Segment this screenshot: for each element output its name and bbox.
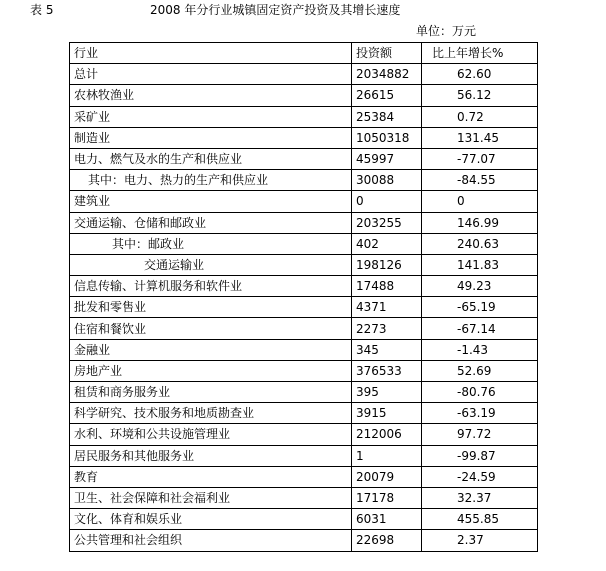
table-row: [70, 148, 538, 169]
growth-value: -67.14: [422, 318, 538, 339]
investment-value: 22698: [352, 530, 422, 551]
growth-value: 0.72: [422, 106, 538, 127]
industry-name: 居民服务和其他服务业: [70, 445, 352, 466]
industry-name: 卫生、社会保障和社会福利业: [70, 487, 352, 508]
table-row: [70, 64, 538, 85]
industry-name: 电力、燃气及水的生产和供应业: [70, 148, 352, 169]
investment-value: 26615: [352, 85, 422, 106]
investment-value: 20079: [352, 466, 422, 487]
table-row: [70, 424, 538, 445]
growth-value: 455.85: [422, 509, 538, 530]
investment-value: 17488: [352, 276, 422, 297]
table-row: [70, 466, 538, 487]
investment-value: 395: [352, 382, 422, 403]
growth-value: -24.59: [422, 466, 538, 487]
investment-value: 1: [352, 445, 422, 466]
growth-value: 0: [422, 191, 538, 212]
investment-value: 1050318: [352, 127, 422, 148]
industry-name: 水利、环境和公共设施管理业: [70, 424, 352, 445]
industry-name: 采矿业: [70, 106, 352, 127]
table-row: [70, 170, 538, 191]
investment-value: 345: [352, 339, 422, 360]
table-row: [70, 191, 538, 212]
table-row: [70, 233, 538, 254]
unit-label: 单位：万元: [416, 24, 477, 38]
growth-value: 240.63: [422, 233, 538, 254]
industry-name: 租赁和商务服务业: [70, 382, 352, 403]
investment-value: 3915: [352, 403, 422, 424]
table-row: [70, 382, 538, 403]
investment-value: 4371: [352, 297, 422, 318]
growth-value: -1.43: [422, 339, 538, 360]
investment-value: 402: [352, 233, 422, 254]
table-body: [70, 64, 538, 551]
growth-value: 32.37: [422, 487, 538, 508]
industry-name: 其中：邮政业: [70, 233, 352, 254]
table-row: [70, 318, 538, 339]
investment-value: 17178: [352, 487, 422, 508]
growth-value: 56.12: [422, 85, 538, 106]
growth-value: 2.37: [422, 530, 538, 551]
growth-value: -77.07: [422, 148, 538, 169]
investment-value: 0: [352, 191, 422, 212]
header-growth: 比上年增长%: [422, 43, 538, 64]
investment-value: 6031: [352, 509, 422, 530]
investment-value: 203255: [352, 212, 422, 233]
growth-value: -99.87: [422, 445, 538, 466]
table-header-row: [70, 43, 538, 64]
table-row: [70, 127, 538, 148]
table-row: [70, 445, 538, 466]
industry-name: 科学研究、技术服务和地质勘查业: [70, 403, 352, 424]
table-row: [70, 276, 538, 297]
growth-value: 49.23: [422, 276, 538, 297]
investment-value: 25384: [352, 106, 422, 127]
industry-name: 金融业: [70, 339, 352, 360]
industry-name: 交通运输业: [70, 254, 352, 275]
growth-value: 97.72: [422, 424, 538, 445]
industry-name: 制造业: [70, 127, 352, 148]
growth-value: 146.99: [422, 212, 538, 233]
table-row: [70, 254, 538, 275]
investment-value: 2034882: [352, 64, 422, 85]
investment-table: [69, 42, 538, 552]
growth-value: -84.55: [422, 170, 538, 191]
table-number: 表 5: [30, 3, 54, 17]
industry-name: 交通运输、仓储和邮政业: [70, 212, 352, 233]
table-row: [70, 106, 538, 127]
table-row: [70, 487, 538, 508]
header-industry: 行业: [70, 43, 352, 64]
growth-value: -63.19: [422, 403, 538, 424]
growth-value: 131.45: [422, 127, 538, 148]
growth-value: -65.19: [422, 297, 538, 318]
industry-name: 房地产业: [70, 360, 352, 381]
header-investment: 投资额: [352, 43, 422, 64]
growth-value: 52.69: [422, 360, 538, 381]
table-row: [70, 403, 538, 424]
industry-name: 文化、体育和娱乐业: [70, 509, 352, 530]
table-caption: [0, 0, 606, 20]
industry-name: 其中：电力、热力的生产和供应业: [70, 170, 352, 191]
investment-value: 2273: [352, 318, 422, 339]
table-row: [70, 530, 538, 551]
investment-value: 198126: [352, 254, 422, 275]
table-row: [70, 339, 538, 360]
industry-name: 总计: [70, 64, 352, 85]
industry-name: 信息传输、计算机服务和软件业: [70, 276, 352, 297]
industry-name: 住宿和餐饮业: [70, 318, 352, 339]
industry-name: 公共管理和社会组织: [70, 530, 352, 551]
table-row: [70, 360, 538, 381]
investment-value: 30088: [352, 170, 422, 191]
growth-value: -80.76: [422, 382, 538, 403]
investment-value: 212006: [352, 424, 422, 445]
table-row: [70, 212, 538, 233]
table-title: 2008 年分行业城镇固定资产投资及其增长速度: [150, 3, 401, 17]
table-row: [70, 85, 538, 106]
industry-name: 农林牧渔业: [70, 85, 352, 106]
investment-value: 376533: [352, 360, 422, 381]
growth-value: 141.83: [422, 254, 538, 275]
table-row: [70, 297, 538, 318]
investment-value: 45997: [352, 148, 422, 169]
industry-name: 教育: [70, 466, 352, 487]
industry-name: 建筑业: [70, 191, 352, 212]
industry-name: 批发和零售业: [70, 297, 352, 318]
table-row: [70, 509, 538, 530]
growth-value: 62.60: [422, 64, 538, 85]
